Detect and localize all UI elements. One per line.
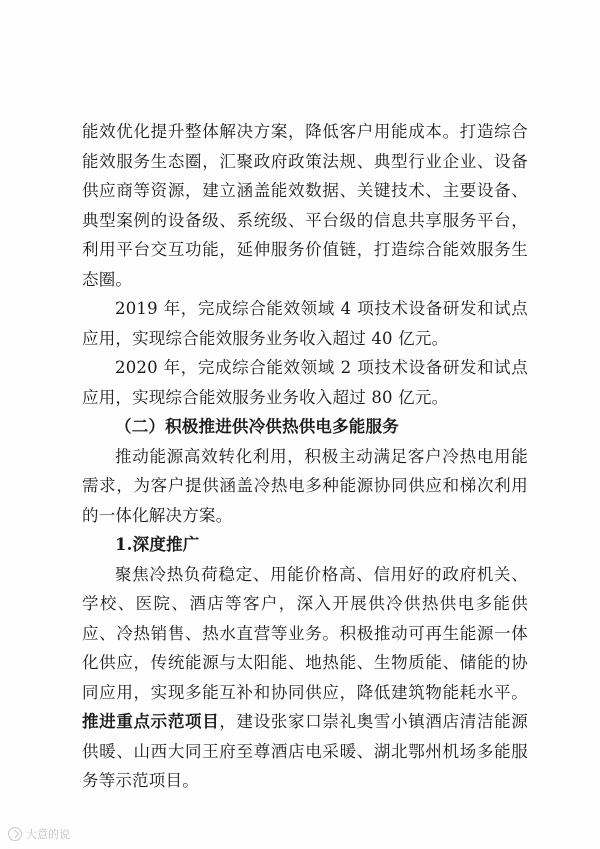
promotion-bold-text: 推进重点示范项目 xyxy=(82,712,220,731)
watermark-text: 大意的说 xyxy=(26,828,70,841)
paragraph-2019-goal: 2019 年，完成综合能效领域 4 项技术设备研发和试点应用，实现综合能效服务业务收入超过 40 亿元。 xyxy=(82,299,528,348)
promotion-tail-text: ，建设张家口崇礼奥雪小镇酒店清洁能源供暖、山西大同王府至尊酒店电采暖、湖北鄂州机场多能服务等示范项目。 xyxy=(82,712,528,790)
share-logo-icon xyxy=(8,827,22,841)
paragraph-promotion-detail xyxy=(82,560,528,796)
paragraph-multi-energy: 推动能源高效转化利用，积极主动满足客户冷热电用能需求，为客户提供涵盖冷热电多种能源协同供应和梯次利用的一体化解决方案。 xyxy=(82,446,528,525)
section-heading: （二）积极推进供冷供热供电多能服务 xyxy=(115,417,399,436)
document-body xyxy=(82,117,528,796)
watermark xyxy=(8,826,70,842)
paragraph-2020-goal: 2020 年，完成综合能效领域 2 项技术设备研发和试点应用，实现综合能效服务业务收入超过 80 亿元。 xyxy=(82,358,528,407)
subheading-deep-promotion: 1.深度推广 xyxy=(115,535,200,554)
paragraph-ecosystem: 能效优化提升整体解决方案，降低客户用能成本。打造综合能效服务生态圈，汇聚政府政策法规、典型行业企业、设备供应商等资源，建立涵盖能效数据、关键技术、主要设备、典型案例的设备级、系统级、平台级的信息共享服务平台，利用平台交互功能，延伸服务价值链，打造综合能效服务生态圈。 xyxy=(82,122,528,289)
promotion-text: 聚焦冷热负荷稳定、用能价格高、信用好的政府机关、学校、医院、酒店等客户，深入开展供冷供热供电多能供应、冷热销售、热水直营等业务。积极推动可再生能源一体化供应，传统能源与太阳能、地热能、生物质能、储能的协同应用，实现多能互补和协同供应，降低建筑物能耗水平。 xyxy=(82,564,528,702)
